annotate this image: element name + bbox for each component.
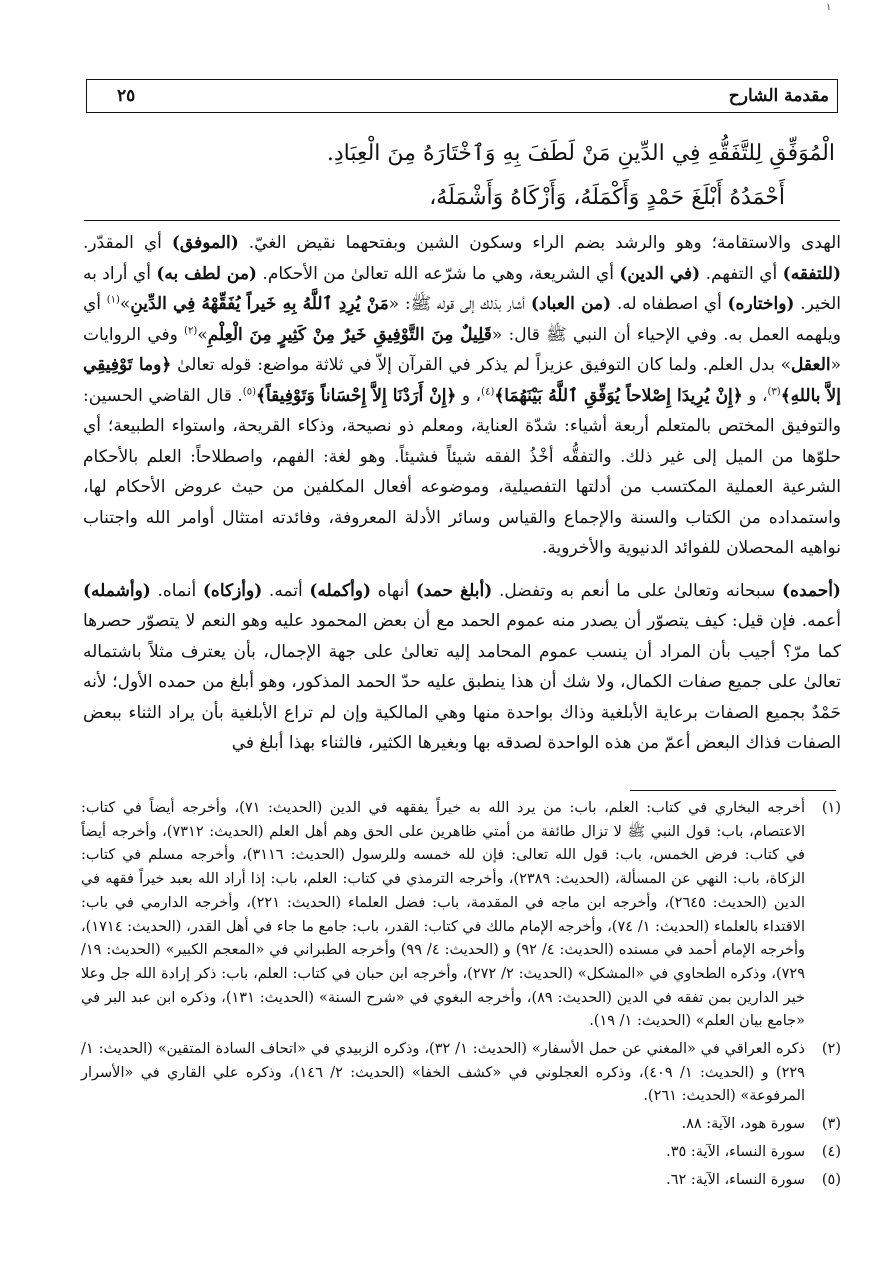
bold-term: (للتفقه) <box>782 263 842 284</box>
running-header <box>86 79 838 113</box>
bold-term: ﴿إِنْ أَرَدْنَا إِلاَّ إِحْسَاناً وَتَوْفِيقاً﴾ <box>255 385 457 406</box>
footnote-text: سورة النساء، الآية: ٣٥. <box>666 1143 805 1160</box>
footnote-number: (٤) <box>821 1143 841 1160</box>
footnote-number: (٢) <box>821 1041 841 1058</box>
commentary-body <box>83 228 841 759</box>
footnote-number: (٥) <box>821 1171 841 1188</box>
text-run: وفي الروايات « <box>83 324 841 375</box>
footnote <box>81 797 841 1034</box>
bold-term: العقل <box>791 355 831 375</box>
commentary-paragraph-1 <box>83 228 841 564</box>
text-run: أي ويلهمه العمل به. وفي الإحياء أن النبي ﷺ قال: « <box>83 294 841 345</box>
text-run: » بدل العلم. ولما كان التوفيق عزيزاً لم يذكر في القرآن إلاّ في ثلاثة مواضع: قوله تعالىٰ <box>171 355 792 375</box>
text-run: أي الشريعة، وهي ما شرّعه الله تعالىٰ من الأحكام. <box>256 263 620 284</box>
footnote-text: ذكره العراقي في «المغني عن حمل الأسفار» (الحديث: ١/ ٣٢)، وذكره الزبيدي في «اتحاف السادة المتقين» (الحديث: ١/ ٢٢٩) و (الحديث: ١/ ٤٠٩)، وذكره العجلوني في «كشف الخفا» (الحديث: ٢/ ١٤٦)، وذكره علي القاري في «الأسرار المرفوعة» (الحديث: ٢٦١). <box>81 1041 805 1105</box>
text-run: ، و <box>742 385 768 406</box>
text-run: سبحانه وتعالىٰ على ما أنعم به وتفضل. <box>492 580 782 601</box>
text-run: أشار بذلك إلى قوله ﷺ: « <box>388 294 531 314</box>
footnote-reference: (٣) <box>767 385 781 397</box>
commentary-paragraph-2 <box>83 576 841 759</box>
text-run: أي المقدّر. <box>83 233 172 253</box>
bold-term: ﴿إِنْ يُرِيدَا إِصْلاحاً يُوَفِّقِ ٱللَّهُ بَيْنَهُمَا﴾ <box>494 385 743 406</box>
text-run: أي أراد به الخير. <box>83 263 841 314</box>
bold-term: (الموفق) <box>171 233 239 253</box>
footnote <box>81 1169 841 1193</box>
text-run: أعمه. فإن قيل: كيف يتصوّر أن يصدر منه عموم الحمد مع أن بعض المحمود عليه وهو النعم لا يتصوّر حصرها كما مرّ؟ أجيب بأن المراد أن ينسب عموم المحامد إليه تعالىٰ على جهة الإجمال، بأن يعترف مثلاً باشتماله تعالىٰ على جميع صفات الكمال، ولا شك أن هذا ينطبق عليه حدّ الحمد المذكور، وهو أبلغ من حمده الأول؛ لأنه حَمْدٌ بجميع الصفات برعاية الأبلغية وذاك بواحدة منها وهي المالكية وإن لم تراع الأبلغية بأن يراد الثناء ببعض الصفات فذاك البعض أعمّ من هذه الواحدة لصدقه بها وبغيرها الكثير، فالثناء بهذا أبلغ في <box>83 611 841 753</box>
matn-line-2: أَحْمَدُهُ أَبْلَغَ حَمْدٍ وَأَكْمَلَهُ، وَأَزْكَاهُ وَأَشْمَلَهُ، <box>429 185 785 210</box>
corner-mark: ١ <box>826 2 832 13</box>
footnote <box>81 1141 841 1165</box>
footnote-text: سورة هود، الآية: ٨٨. <box>681 1116 805 1133</box>
bold-term: (وأكمله) <box>309 580 372 601</box>
footnote-reference: (١) <box>106 294 120 306</box>
bold-term: (واختاره) <box>727 294 795 314</box>
text-run: أي التفهم. <box>700 263 783 284</box>
text-run: » <box>197 324 208 345</box>
header-title: مقدمة الشارح <box>728 86 829 106</box>
footnote-text: أخرجه البخاري في كتاب: العلم، باب: من يرد الله به خيراً يفقهه في الدين (الحديث: ٧١)، وأخرجه أيضاً في كتاب: الاعتصام، باب: قول النبي ﷺ لا تزال طائفة من أمتي ظاهرين على الحق وهم أهل العلم (الحديث: ٧٣١٢)، وأخرجه أيضاً في كتاب: فرض الخمس، باب: قول الله تعالى: فإن لله خمسه وللرسول (الحديث: ٣١١٦)، وأخرجه مسلم في كتاب: الزكاة، باب: النهي عن المسألة، (الحديث: ٢٣٨٩)، وأخرجه الترمذي في كتاب: العلم، باب: إذا أراد الله بعبد خيراً فقهه في الدين (الحديث: ٢٦٤٥)، وأخرجه ابن ماجه في المقدمة، باب: فضل العلماء (الحديث: ٢٢١)، وأخرجه الدارمي في باب: الاقتداء بالعلماء (الحديث: ١/ ٧٤)، وأخرجه الإمام مالك في كتاب: القدر، باب: جامع ما جاء في أهل القدر، (الحديث: ١٧١٤)، وأخرجه الإمام أحمد في مسنده (الحديث: ٤/ ٩٢) و (الحديث: ٤/ ٩٩) وأخرجه الطبراني في «المعجم الكبير» (الحديث: ١٩/ ٧٢٩)، وذكره الطحاوي في «المشكل» (الحديث: ٢/ ٢٧٢)، وأخرجه ابن حبان في كتاب: العلم، باب: ذكر إرادة الله جل وعلا خير الدارين بمن تفقه في الدين (الحديث: ٨٩)، وأخرجه البغوي في «شرح السنة» (الحديث: ١٣١)، وذكره ابن عبد البر في «جامع بيان العلم» (الحديث: ١/ ١٩). <box>81 800 806 1030</box>
bold-term: قَلِيلٌ مِنَ التَّوْفِيقِ خَيرٌ مِنْ كَثِيرٍ مِنَ الْعِلْمِ <box>207 324 492 345</box>
footnote-reference: (٥) <box>242 385 256 397</box>
text-run: أتمه. <box>262 580 310 601</box>
matn-separator-rule <box>84 220 840 221</box>
text-run: أنماه. <box>150 580 203 601</box>
text-run: ، و <box>456 385 482 406</box>
matn-text <box>75 132 835 220</box>
text-run: أنهاه <box>371 580 416 601</box>
footnote-text: سورة النساء، الآية: ٦٢. <box>666 1171 805 1188</box>
bold-term: (من لطف به) <box>156 263 257 284</box>
bold-term: (وأشمله) <box>83 580 151 601</box>
page-number: ٢٥ <box>117 86 136 106</box>
text-run: . قال القاضي الحسين: والتوفيق المختص بالمتعلم أربعة أشياء: شدّة العناية، ومعلم ذو نصيحة، وذكاء القريحة، واستواء الطبيعة؛ أي حلوّها من الميل إلى غير ذلك. والتفقُّه أخْذُ الفقه شيئاً فشيئاً. وهو لغة: الفهم، واصطلاحاً: العلم بالأحكام الشرعية العملية المكتسب من أدلتها التفصيلية، وموضوعه أفعال المكلفين من حيث عروض الأحكام لها، واستمداده من الكتاب والسنة والإجماع والقياس وسائر الأدلة المعروفة، وفائدته امتثال أوامر الله واجتناب نواهيه المحصلان للفوائد الدنيوية والأخروية. <box>83 385 841 558</box>
bold-term: (وأزكاه) <box>202 580 263 601</box>
bold-term: (أبلغ حمد) <box>415 580 493 601</box>
bold-term: مَنْ يُرِدِ ٱللَّهُ بِهِ خَيراً يُفَقِّهْهُ فِي الدِّينِ <box>130 294 389 314</box>
footnote-reference: (٢) <box>184 324 198 336</box>
text-run: أي اصطفاه له. <box>611 294 728 314</box>
footnote-separator-rule <box>630 790 836 791</box>
bold-term: (من العباد) <box>530 294 612 314</box>
bold-term: (في الدين) <box>619 263 701 284</box>
bold-term: (أحمده) <box>782 580 841 601</box>
footnote-number: (١) <box>821 800 841 816</box>
footnote-reference: (٤) <box>481 385 495 397</box>
footnote <box>81 1038 841 1109</box>
footnote-number: (٣) <box>821 1116 841 1133</box>
text-run: الهدى والاستقامة؛ وهو والرشد بضم الراء وسكون الشين وبفتحهما نقيض الغيّ. <box>238 233 841 253</box>
footnote <box>81 1113 841 1137</box>
footnotes <box>81 797 841 1196</box>
matn-line-1: الْمُوَفِّقِ لِلتَّفَقُّهِ فِي الدِّينِ مَنْ لَطَفَ بِهِ وَٱخْتَارَهُ مِنَ الْعِبَادِ. <box>326 141 835 166</box>
bold-term: ﴿وما تَوْفِيقِي إلاَّ باللهِ﴾ <box>83 355 841 406</box>
text-run: » <box>119 294 131 314</box>
